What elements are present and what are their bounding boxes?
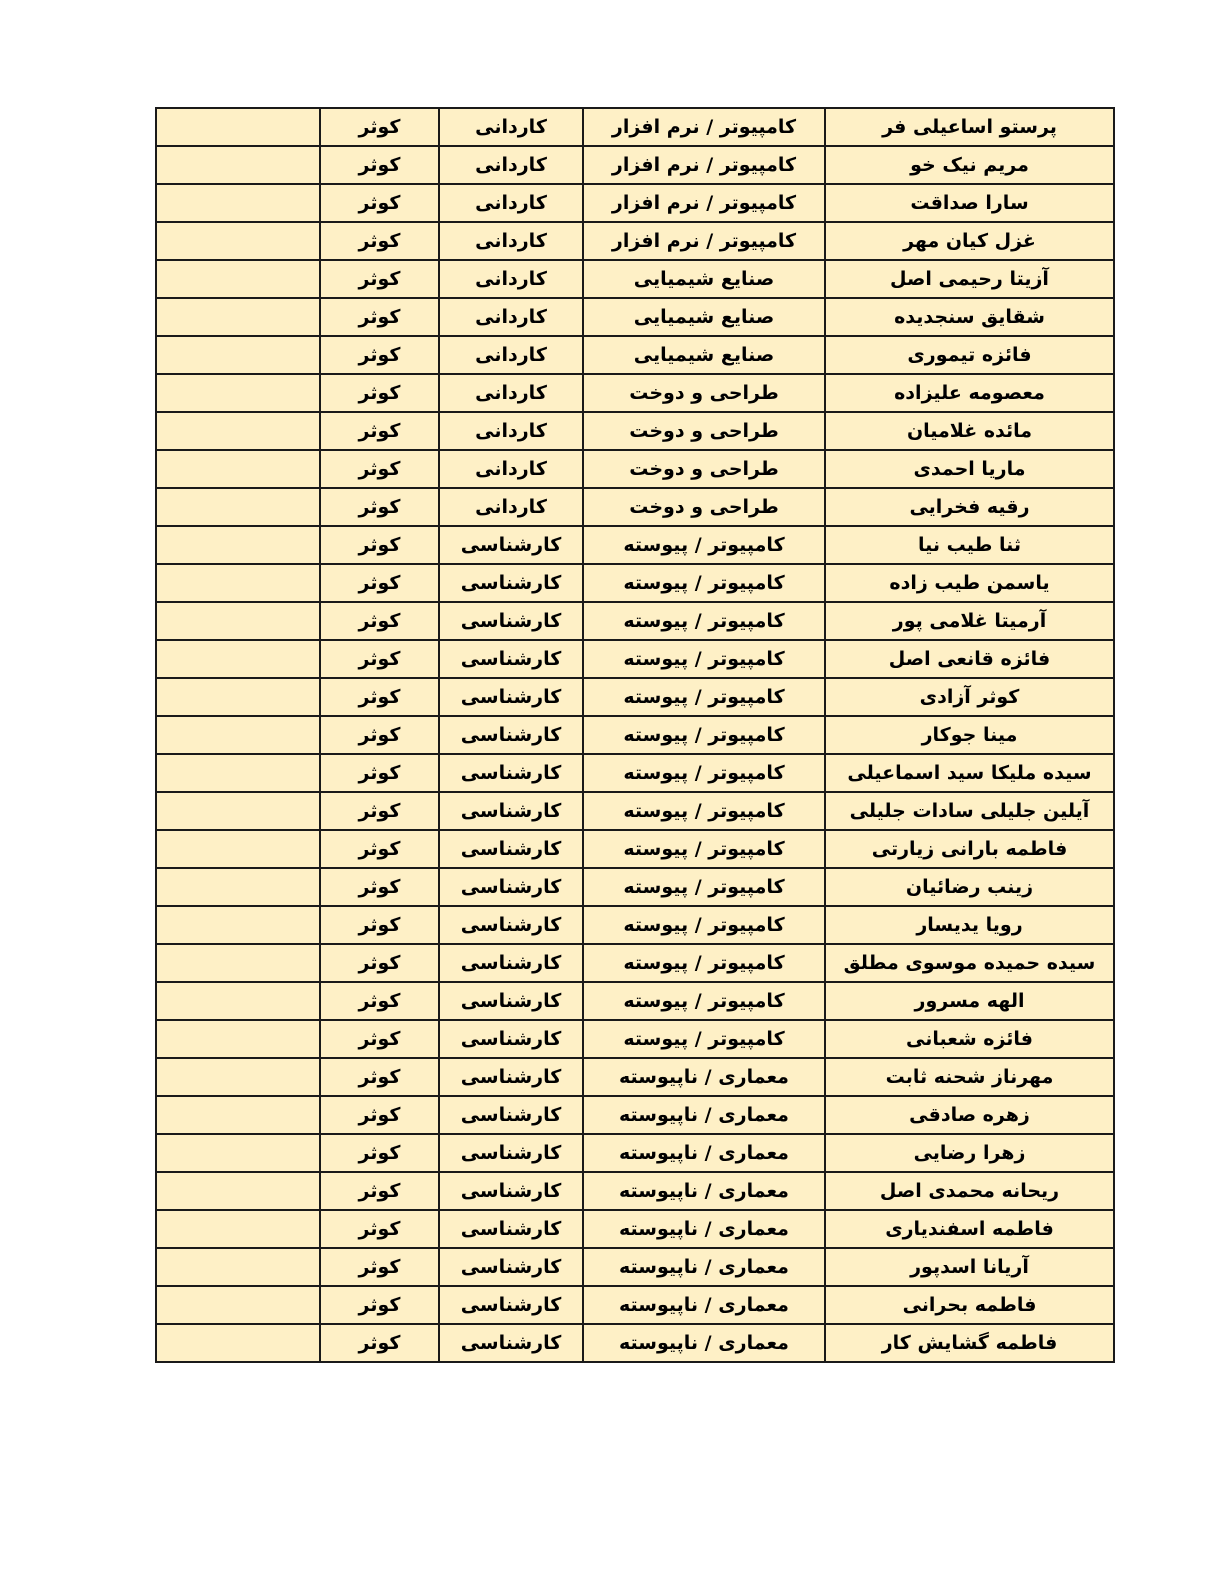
student-name-cell: آریانا اسدپور — [825, 1248, 1114, 1286]
empty-cell — [156, 488, 320, 526]
degree-level-cell: کاردانی — [439, 222, 583, 260]
table-row — [156, 754, 1114, 792]
field-of-study-cell: طراحی و دوخت — [583, 488, 825, 526]
table-row — [156, 184, 1114, 222]
degree-level-cell: کارشناسی — [439, 1020, 583, 1058]
empty-cell — [156, 1210, 320, 1248]
table-row — [156, 108, 1114, 146]
field-of-study-cell: کامپیوتر / پیوسته — [583, 602, 825, 640]
school-name-cell: کوثر — [320, 792, 439, 830]
empty-cell — [156, 412, 320, 450]
table-row — [156, 450, 1114, 488]
empty-cell — [156, 754, 320, 792]
school-name-cell: کوثر — [320, 716, 439, 754]
degree-level-cell: کارشناسی — [439, 944, 583, 982]
student-name-cell: فاطمه بارانی زیارتی — [825, 830, 1114, 868]
field-of-study-cell: صنایع شیمیایی — [583, 336, 825, 374]
table-row — [156, 830, 1114, 868]
field-of-study-cell: کامپیوتر / پیوسته — [583, 640, 825, 678]
empty-cell — [156, 374, 320, 412]
degree-level-cell: کارشناسی — [439, 1134, 583, 1172]
empty-cell — [156, 678, 320, 716]
table-row — [156, 868, 1114, 906]
table-row — [156, 982, 1114, 1020]
table-row — [156, 412, 1114, 450]
empty-cell — [156, 830, 320, 868]
table-row — [156, 678, 1114, 716]
empty-cell — [156, 1134, 320, 1172]
school-name-cell: کوثر — [320, 944, 439, 982]
student-name-cell: فائزه قانعی اصل — [825, 640, 1114, 678]
student-name-cell: مینا جوکار — [825, 716, 1114, 754]
school-name-cell: کوثر — [320, 526, 439, 564]
table-row — [156, 1020, 1114, 1058]
table-row — [156, 906, 1114, 944]
school-name-cell: کوثر — [320, 982, 439, 1020]
student-name-cell: شقایق سنجدیده — [825, 298, 1114, 336]
field-of-study-cell: کامپیوتر / نرم افزار — [583, 108, 825, 146]
degree-level-cell: کارشناسی — [439, 564, 583, 602]
school-name-cell: کوثر — [320, 868, 439, 906]
degree-level-cell: کاردانی — [439, 146, 583, 184]
student-table-body — [156, 108, 1114, 1362]
student-name-cell: ثنا طیب نیا — [825, 526, 1114, 564]
student-name-cell: زینب رضائیان — [825, 868, 1114, 906]
table-row — [156, 1058, 1114, 1096]
school-name-cell: کوثر — [320, 640, 439, 678]
degree-level-cell: کاردانی — [439, 298, 583, 336]
school-name-cell: کوثر — [320, 222, 439, 260]
table-row — [156, 488, 1114, 526]
student-name-cell: مریم نیک خو — [825, 146, 1114, 184]
field-of-study-cell: کامپیوتر / پیوسته — [583, 678, 825, 716]
degree-level-cell: کارشناسی — [439, 1172, 583, 1210]
field-of-study-cell: کامپیوتر / پیوسته — [583, 1020, 825, 1058]
field-of-study-cell: معماری / ناپیوسته — [583, 1286, 825, 1324]
degree-level-cell: کارشناسی — [439, 906, 583, 944]
student-name-cell: ماریا احمدی — [825, 450, 1114, 488]
degree-level-cell: کارشناسی — [439, 716, 583, 754]
degree-level-cell: کاردانی — [439, 374, 583, 412]
field-of-study-cell: کامپیوتر / پیوسته — [583, 982, 825, 1020]
empty-cell — [156, 716, 320, 754]
field-of-study-cell: کامپیوتر / پیوسته — [583, 868, 825, 906]
student-name-cell: پرستو اساعیلی فر — [825, 108, 1114, 146]
school-name-cell: کوثر — [320, 412, 439, 450]
empty-cell — [156, 868, 320, 906]
field-of-study-cell: طراحی و دوخت — [583, 374, 825, 412]
student-name-cell: مائده غلامیان — [825, 412, 1114, 450]
student-name-cell: سارا صداقت — [825, 184, 1114, 222]
table-row — [156, 260, 1114, 298]
school-name-cell: کوثر — [320, 336, 439, 374]
school-name-cell: کوثر — [320, 830, 439, 868]
empty-cell — [156, 298, 320, 336]
degree-level-cell: کارشناسی — [439, 1324, 583, 1362]
school-name-cell: کوثر — [320, 1210, 439, 1248]
degree-level-cell: کارشناسی — [439, 1058, 583, 1096]
empty-cell — [156, 526, 320, 564]
empty-cell — [156, 146, 320, 184]
field-of-study-cell: معماری / ناپیوسته — [583, 1324, 825, 1362]
field-of-study-cell: کامپیوتر / نرم افزار — [583, 222, 825, 260]
degree-level-cell: کاردانی — [439, 260, 583, 298]
table-row — [156, 944, 1114, 982]
student-name-cell: آیلین جلیلی سادات جلیلی — [825, 792, 1114, 830]
field-of-study-cell: معماری / ناپیوسته — [583, 1134, 825, 1172]
field-of-study-cell: کامپیوتر / پیوسته — [583, 754, 825, 792]
school-name-cell: کوثر — [320, 602, 439, 640]
degree-level-cell: کارشناسی — [439, 526, 583, 564]
degree-level-cell: کارشناسی — [439, 754, 583, 792]
empty-cell — [156, 640, 320, 678]
table-row — [156, 1286, 1114, 1324]
degree-level-cell: کاردانی — [439, 336, 583, 374]
student-name-cell: فائزه تیموری — [825, 336, 1114, 374]
table-row — [156, 602, 1114, 640]
school-name-cell: کوثر — [320, 146, 439, 184]
school-name-cell: کوثر — [320, 564, 439, 602]
field-of-study-cell: معماری / ناپیوسته — [583, 1096, 825, 1134]
student-name-cell: کوثر آزادی — [825, 678, 1114, 716]
empty-cell — [156, 982, 320, 1020]
student-name-cell: فاطمه گشایش کار — [825, 1324, 1114, 1362]
field-of-study-cell: طراحی و دوخت — [583, 450, 825, 488]
field-of-study-cell: کامپیوتر / پیوسته — [583, 830, 825, 868]
student-name-cell: فائزه شعبانی — [825, 1020, 1114, 1058]
field-of-study-cell: صنایع شیمیایی — [583, 298, 825, 336]
table-row — [156, 374, 1114, 412]
student-name-cell: معصومه علیزاده — [825, 374, 1114, 412]
table-row — [156, 1248, 1114, 1286]
empty-cell — [156, 450, 320, 488]
field-of-study-cell: کامپیوتر / پیوسته — [583, 906, 825, 944]
degree-level-cell: کارشناسی — [439, 640, 583, 678]
school-name-cell: کوثر — [320, 1172, 439, 1210]
table-row — [156, 564, 1114, 602]
field-of-study-cell: کامپیوتر / پیوسته — [583, 564, 825, 602]
student-table — [155, 107, 1115, 1363]
field-of-study-cell: معماری / ناپیوسته — [583, 1210, 825, 1248]
table-row — [156, 640, 1114, 678]
degree-level-cell: کارشناسی — [439, 602, 583, 640]
school-name-cell: کوثر — [320, 1020, 439, 1058]
field-of-study-cell: طراحی و دوخت — [583, 412, 825, 450]
student-name-cell: غزل کیان مهر — [825, 222, 1114, 260]
field-of-study-cell: صنایع شیمیایی — [583, 260, 825, 298]
degree-level-cell: کاردانی — [439, 108, 583, 146]
table-row — [156, 298, 1114, 336]
school-name-cell: کوثر — [320, 184, 439, 222]
field-of-study-cell: کامپیوتر / پیوسته — [583, 716, 825, 754]
empty-cell — [156, 1096, 320, 1134]
school-name-cell: کوثر — [320, 488, 439, 526]
empty-cell — [156, 564, 320, 602]
empty-cell — [156, 906, 320, 944]
school-name-cell: کوثر — [320, 754, 439, 792]
field-of-study-cell: کامپیوتر / پیوسته — [583, 526, 825, 564]
table-row — [156, 146, 1114, 184]
empty-cell — [156, 1020, 320, 1058]
table-row — [156, 526, 1114, 564]
field-of-study-cell: کامپیوتر / نرم افزار — [583, 184, 825, 222]
student-name-cell: یاسمن طیب زاده — [825, 564, 1114, 602]
empty-cell — [156, 1286, 320, 1324]
student-name-cell: زهرا رضایی — [825, 1134, 1114, 1172]
degree-level-cell: کارشناسی — [439, 678, 583, 716]
degree-level-cell: کاردانی — [439, 412, 583, 450]
student-name-cell: آرمیتا غلامی پور — [825, 602, 1114, 640]
student-name-cell: سیده ملیکا سید اسماعیلی — [825, 754, 1114, 792]
school-name-cell: کوثر — [320, 260, 439, 298]
empty-cell — [156, 336, 320, 374]
field-of-study-cell: کامپیوتر / نرم افزار — [583, 146, 825, 184]
degree-level-cell: کارشناسی — [439, 830, 583, 868]
student-name-cell: رویا یدیسار — [825, 906, 1114, 944]
school-name-cell: کوثر — [320, 374, 439, 412]
empty-cell — [156, 1324, 320, 1362]
table-row — [156, 1210, 1114, 1248]
student-name-cell: رقیه فخرایی — [825, 488, 1114, 526]
degree-level-cell: کاردانی — [439, 488, 583, 526]
empty-cell — [156, 1058, 320, 1096]
student-name-cell: ریحانه محمدی اصل — [825, 1172, 1114, 1210]
table-row — [156, 792, 1114, 830]
table-row — [156, 1172, 1114, 1210]
school-name-cell: کوثر — [320, 108, 439, 146]
degree-level-cell: کارشناسی — [439, 1210, 583, 1248]
degree-level-cell: کاردانی — [439, 184, 583, 222]
table-row — [156, 1134, 1114, 1172]
table-row — [156, 336, 1114, 374]
degree-level-cell: کارشناسی — [439, 792, 583, 830]
degree-level-cell: کاردانی — [439, 450, 583, 488]
student-name-cell: فاطمه بحرانی — [825, 1286, 1114, 1324]
field-of-study-cell: کامپیوتر / پیوسته — [583, 944, 825, 982]
field-of-study-cell: معماری / ناپیوسته — [583, 1172, 825, 1210]
empty-cell — [156, 108, 320, 146]
student-name-cell: زهره صادقی — [825, 1096, 1114, 1134]
school-name-cell: کوثر — [320, 1324, 439, 1362]
field-of-study-cell: کامپیوتر / پیوسته — [583, 792, 825, 830]
empty-cell — [156, 260, 320, 298]
degree-level-cell: کارشناسی — [439, 1286, 583, 1324]
empty-cell — [156, 1248, 320, 1286]
table-row — [156, 222, 1114, 260]
empty-cell — [156, 222, 320, 260]
student-name-cell: فاطمه اسفندیاری — [825, 1210, 1114, 1248]
school-name-cell: کوثر — [320, 906, 439, 944]
table-row — [156, 716, 1114, 754]
school-name-cell: کوثر — [320, 450, 439, 488]
school-name-cell: کوثر — [320, 1058, 439, 1096]
school-name-cell: کوثر — [320, 1134, 439, 1172]
empty-cell — [156, 1172, 320, 1210]
empty-cell — [156, 792, 320, 830]
student-name-cell: الهه مسرور — [825, 982, 1114, 1020]
school-name-cell: کوثر — [320, 1248, 439, 1286]
table-row — [156, 1096, 1114, 1134]
degree-level-cell: کارشناسی — [439, 1096, 583, 1134]
field-of-study-cell: معماری / ناپیوسته — [583, 1058, 825, 1096]
student-name-cell: آزیتا رحیمی اصل — [825, 260, 1114, 298]
degree-level-cell: کارشناسی — [439, 982, 583, 1020]
empty-cell — [156, 944, 320, 982]
degree-level-cell: کارشناسی — [439, 868, 583, 906]
school-name-cell: کوثر — [320, 1286, 439, 1324]
empty-cell — [156, 602, 320, 640]
empty-cell — [156, 184, 320, 222]
student-name-cell: سیده حمیده موسوی مطلق — [825, 944, 1114, 982]
school-name-cell: کوثر — [320, 1096, 439, 1134]
table-row — [156, 1324, 1114, 1362]
school-name-cell: کوثر — [320, 298, 439, 336]
school-name-cell: کوثر — [320, 678, 439, 716]
student-name-cell: مهرناز شحنه ثابت — [825, 1058, 1114, 1096]
degree-level-cell: کارشناسی — [439, 1248, 583, 1286]
field-of-study-cell: معماری / ناپیوسته — [583, 1248, 825, 1286]
